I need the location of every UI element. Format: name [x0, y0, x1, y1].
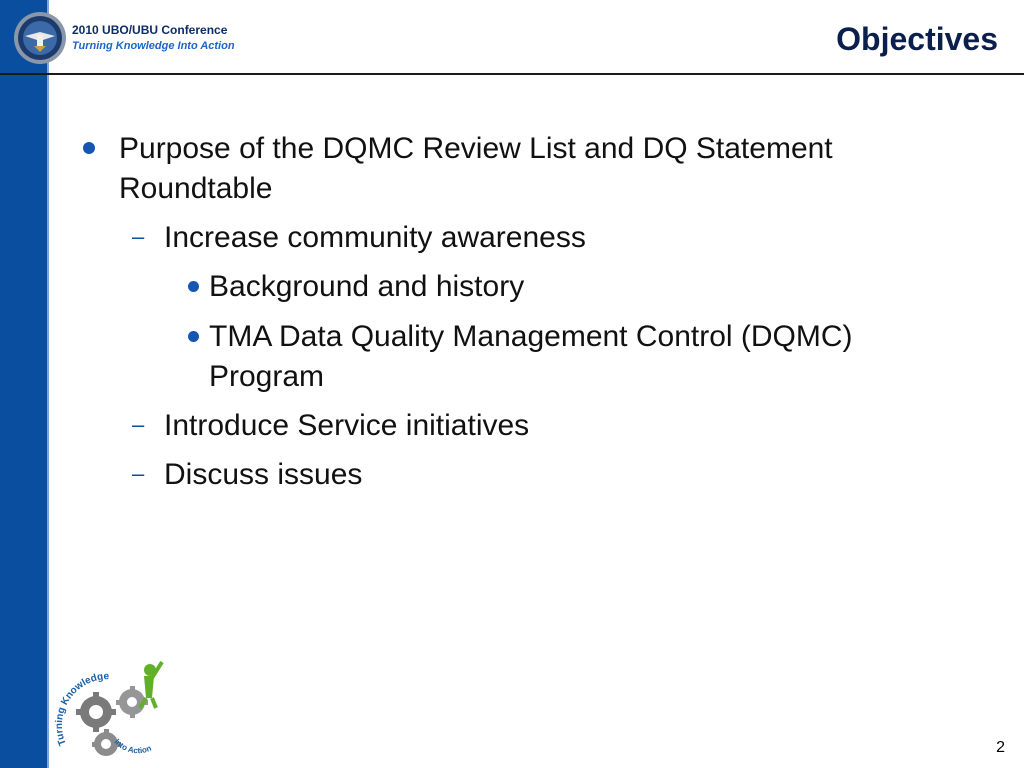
left-accent-bar — [0, 0, 47, 768]
conference-subtitle: Turning Knowledge Into Action — [72, 40, 235, 52]
left-accent-line — [47, 0, 49, 768]
page-number: 2 — [996, 739, 1005, 756]
bullet-dot-icon — [188, 331, 199, 342]
bullet-level2-item: Discuss issues — [164, 458, 363, 491]
bullet-level3-item: Background and history — [209, 270, 525, 303]
logo-text-top: Turning Knowledge — [54, 671, 110, 747]
turning-knowledge-logo — [54, 652, 170, 762]
slide-title: Objectives — [836, 21, 998, 57]
bullet-dash-icon: – — [132, 461, 145, 486]
bullet-level2-item: Introduce Service initiatives — [164, 409, 530, 442]
gear-icon — [76, 692, 116, 732]
bullet-level1-item: Purpose of the DQMC Review List and DQ Statement Roundtable — [119, 132, 833, 205]
person-figure-icon — [140, 662, 162, 708]
conference-title: 2010 UBO/UBU Conference — [72, 23, 228, 37]
bullet-dot-icon — [188, 281, 199, 292]
bullet-level2-item: Increase community awareness — [164, 221, 586, 254]
logo-text-bottom: Into Action — [112, 737, 153, 756]
bullet-dash-icon: – — [132, 412, 145, 437]
bullet-dash-icon: – — [132, 224, 145, 249]
department-seal-icon — [13, 11, 67, 65]
bullet-level3-item: TMA Data Quality Management Control (DQMC) Program — [209, 320, 853, 393]
svg-text:Into Action — [112, 737, 152, 755]
bullet-dot-icon — [83, 142, 95, 154]
header-divider — [0, 73, 1024, 75]
